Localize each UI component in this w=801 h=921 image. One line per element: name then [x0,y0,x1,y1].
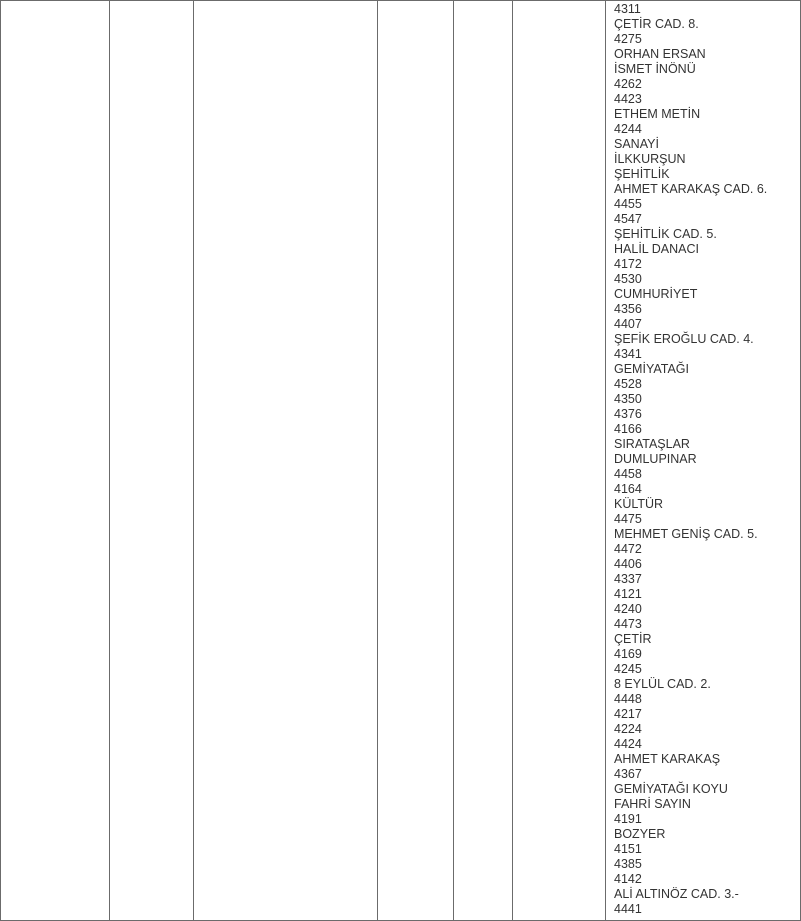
cell-entry: 4376 [614,407,642,421]
cell-entry: 8 EYLÜL CAD. 2. [614,677,711,691]
cell-entry: 4472 [614,542,642,556]
cell-entry: 4458 [614,467,642,481]
cell-entry: 4191 [614,812,642,826]
cell-entry: 4455 [614,197,642,211]
cell-entry: BOZYER [614,827,666,841]
cell-entry: 4244 [614,122,642,136]
cell-entry: MEHMET GENİŞ CAD. 5. [614,527,758,541]
column-divider [512,1,513,920]
cell-entry: 4311 [614,2,641,16]
cell-entry: SANAYİ [614,137,659,151]
cell-entry: 4356 [614,302,642,316]
cell-entry: ŞEHİTLİK CAD. 5. [614,227,717,241]
cell-entry: 4407 [614,317,642,331]
cell-entry: 4547 [614,212,642,226]
cell-entry: ORHAN ERSAN [614,47,706,61]
cell-entry: FAHRİ SAYIN [614,797,691,811]
cell-entry: 4423 [614,92,642,106]
cell-entry: 4385 [614,857,642,871]
cell-entry: 4341 [614,347,642,361]
cell-entry: ÇETİR [614,632,652,646]
cell-entry: 4475 [614,512,642,526]
cell-entry: 4166 [614,422,642,436]
cell-entry: 4240 [614,602,642,616]
cell-entry: ŞEFİK EROĞLU CAD. 4. [614,332,754,346]
cell-entry: 4121 [614,587,642,601]
cell-entry: ETHEM METİN [614,107,701,121]
cell-entry: 4350 [614,392,642,406]
column-divider [453,1,454,920]
cell-entry: 4262 [614,77,642,91]
cell-entry: 4142 [614,872,642,886]
column-divider [109,1,110,920]
cell-entry: 4424 [614,737,642,751]
cell-entry: 4530 [614,272,642,286]
cell-entry: 4337 [614,572,642,586]
cell-entry: GEMİYATAĞI KOYU [614,782,728,796]
cell-entry: 4224 [614,722,642,736]
column-divider [605,1,606,920]
cell-entry: AHMET KARAKAŞ CAD. 6. [614,182,768,196]
cell-entry: 4275 [614,32,642,46]
cell-entry: HALİL DANACI [614,242,699,256]
cell-entry: 4169 [614,647,642,661]
cell-entry: ALİ ALTINÖZ CAD. 3.- [614,887,739,901]
cell-entry: AHMET KARAKAŞ [614,752,721,766]
column-divider [377,1,378,920]
cell-entry: 4473 [614,617,642,631]
cell-entry: SIRATAŞLAR [614,437,690,451]
column-divider [193,1,194,920]
cell-entry: 4164 [614,482,642,496]
cell-entry: İLKKURŞUN [614,152,686,166]
cell-entry: 4151 [614,842,642,856]
cell-entry: KÜLTÜR [614,497,664,511]
cell-entry: 4528 [614,377,642,391]
cell-entry: 4406 [614,557,642,571]
cell-entry: CUMHURİYET [614,287,698,301]
cell-entry: 4245 [614,662,642,676]
cell-entry: 4217 [614,707,642,721]
cell-entry: 4441 [614,902,642,916]
cell-entry: DUMLUPINAR [614,452,697,466]
last-column-cell [614,2,799,917]
cell-entry: 4367 [614,767,642,781]
cell-entry: ŞEHİTLİK [614,167,670,181]
cell-entry: ÇETİR CAD. 8. [614,17,699,31]
cell-entry: İSMET İNÖNÜ [614,62,696,76]
cell-entry: GEMİYATAĞI [614,362,690,376]
cell-entry: 4172 [614,257,642,271]
cell-entry: 4448 [614,692,642,706]
